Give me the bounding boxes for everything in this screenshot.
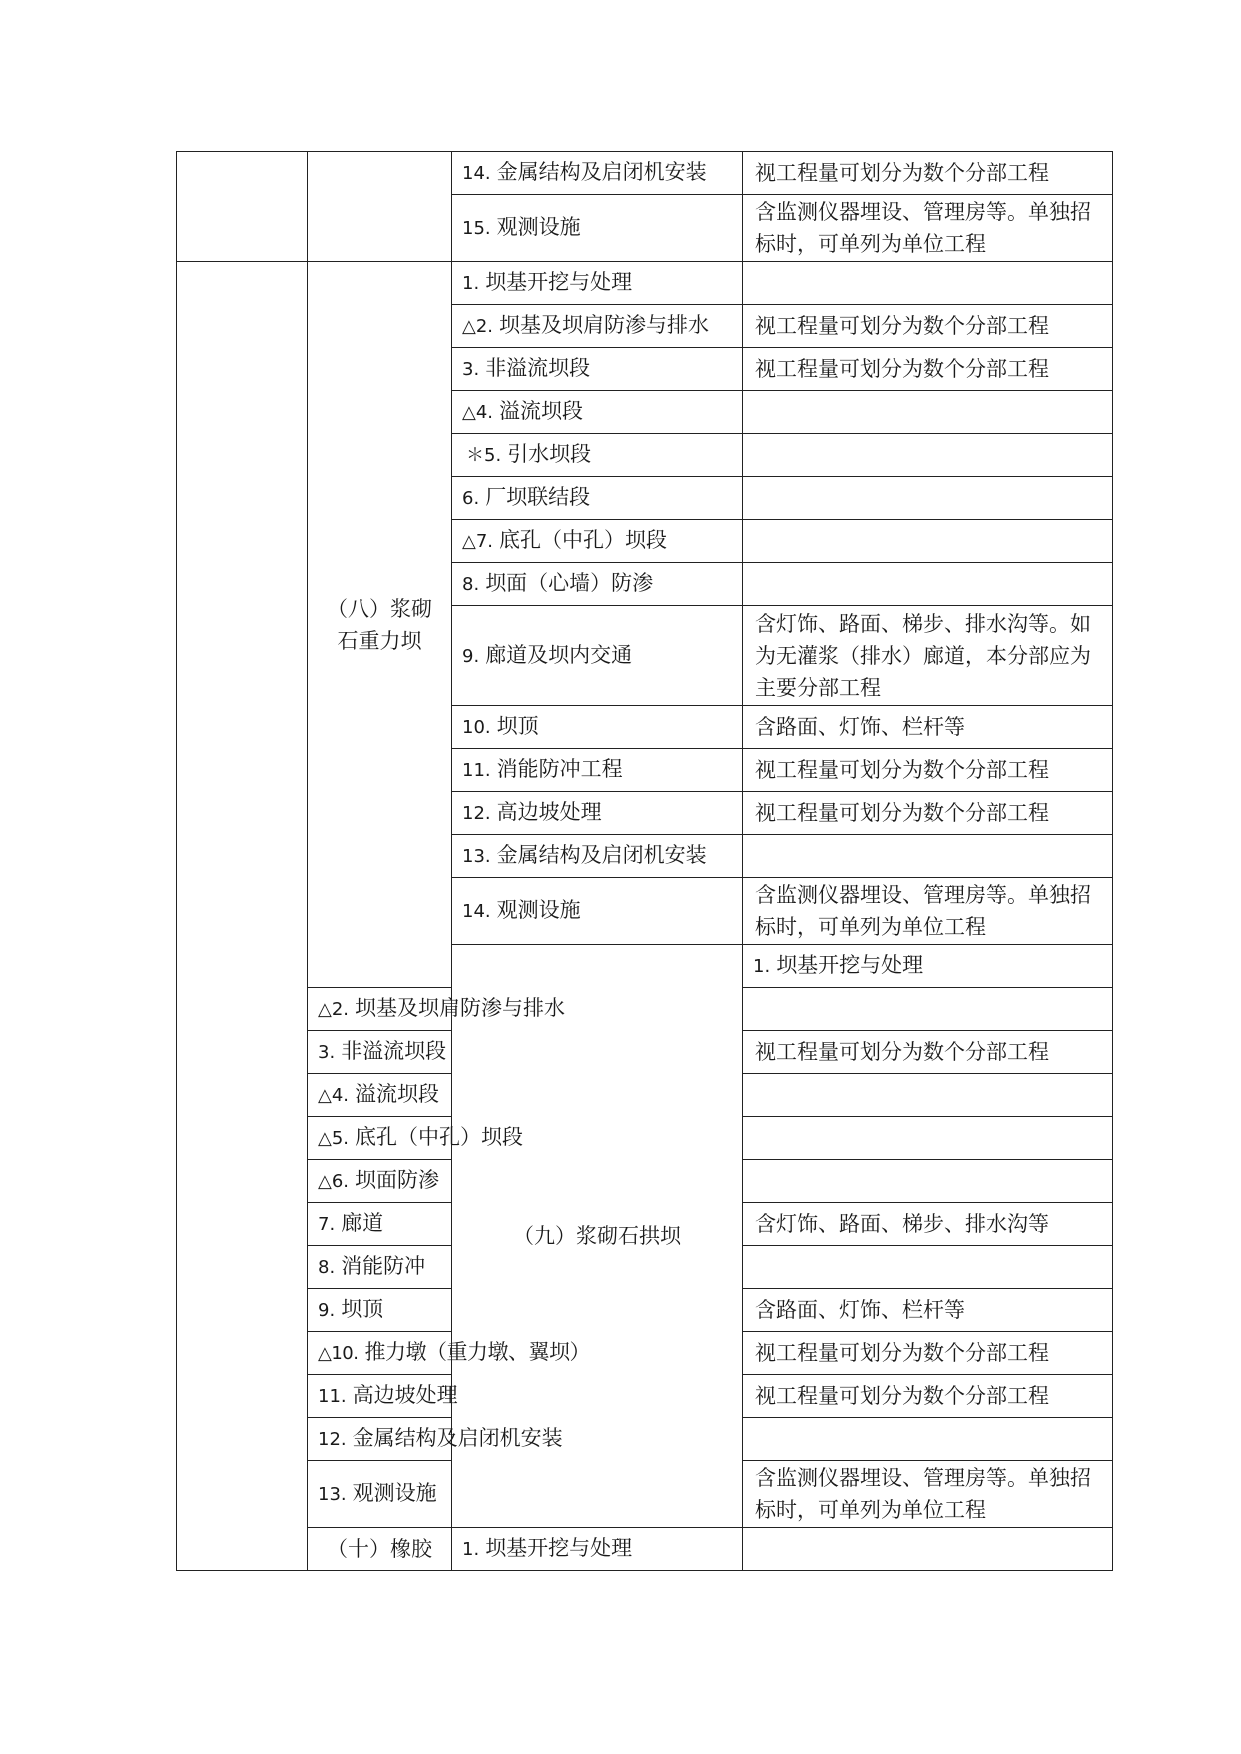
item-number: 9. (318, 1300, 336, 1321)
item-cell (308, 1074, 452, 1117)
item-cell (452, 749, 743, 792)
item-number: 11. (462, 760, 491, 781)
item-name: 高边坡处理 (352, 1383, 458, 1407)
note-cell: 含路面、灯饰、栏杆等 (743, 706, 1113, 749)
item-name: 金属结构及启闭机安装 (352, 1426, 563, 1450)
subunit-cell (308, 262, 452, 988)
item-name: 廊道 (341, 1211, 384, 1235)
item-name: 观测设施 (496, 898, 581, 922)
note-cell (743, 1528, 1113, 1571)
item-cell (452, 262, 743, 305)
item-number: 3. (462, 359, 480, 380)
note-cell: 视工程量可划分为数个分部工程 (743, 305, 1113, 348)
item-number: △2. (318, 999, 350, 1020)
item-number: 12. (318, 1429, 347, 1450)
item-number: 11. (318, 1386, 347, 1407)
item-cell (743, 945, 1113, 988)
item-name: 金属结构及启闭机安装 (496, 160, 707, 184)
item-name: 坝基及坝肩防渗与排水 (355, 996, 566, 1020)
item-number: 8. (462, 574, 480, 595)
note-cell (743, 1246, 1113, 1289)
item-number: 13. (318, 1484, 347, 1505)
item-name: 坝基开挖与处理 (776, 953, 924, 977)
item-name: 坝基及坝肩防渗与排水 (499, 313, 710, 337)
item-cell (308, 1160, 452, 1203)
note-cell: 视工程量可划分为数个分部工程 (743, 348, 1113, 391)
item-name: 廊道及坝内交通 (485, 642, 633, 667)
item-cell (452, 1528, 743, 1571)
item-name: 底孔（中孔）坝段 (499, 528, 668, 552)
item-name: 坝面（心墙）防渗 (485, 571, 654, 595)
note-cell: 含路面、灯饰、栏杆等 (743, 1289, 1113, 1332)
note-cell: 含监测仪器埋设、管理房等。单独招标时，可单列为单位工程 (743, 878, 1113, 945)
item-number: △5. (318, 1128, 350, 1149)
item-number: 1. (462, 273, 480, 294)
item-name: 消能防冲工程 (496, 757, 623, 781)
table-row (177, 1528, 1113, 1571)
item-cell (308, 1031, 452, 1074)
item-name: 坝基开挖与处理 (485, 270, 633, 294)
note-cell: 含监测仪器埋设、管理房等。单独招标时，可单列为单位工程 (743, 195, 1113, 262)
table-row (177, 262, 1113, 305)
item-cell (308, 1246, 452, 1289)
note-cell: 视工程量可划分为数个分部工程 (743, 1375, 1113, 1418)
item-number: △10. (318, 1343, 359, 1364)
item-name: 高边坡处理 (496, 800, 602, 824)
item-name: 坝顶 (341, 1297, 384, 1321)
item-name: 引水坝段 (507, 442, 592, 466)
unit-cell (177, 262, 308, 1571)
item-cell (452, 391, 743, 434)
note-cell (743, 563, 1113, 606)
item-number: 10. (462, 717, 491, 738)
item-cell (308, 1461, 452, 1528)
item-name: 非溢流坝段 (485, 356, 591, 380)
subunit-cell (308, 152, 452, 262)
item-name: 消能防冲 (341, 1254, 426, 1278)
note-cell (743, 1117, 1113, 1160)
note-cell (743, 434, 1113, 477)
item-cell (452, 305, 743, 348)
item-cell (452, 792, 743, 835)
item-cell (452, 477, 743, 520)
item-cell (308, 1117, 524, 1160)
note-cell: 含监测仪器埋设、管理房等。单独招标时，可单列为单位工程 (743, 1461, 1113, 1528)
item-number: 12. (462, 803, 491, 824)
item-cell (452, 152, 743, 195)
item-number: 1. (753, 956, 771, 977)
item-name: 观测设施 (496, 215, 581, 239)
subunit-label: （八）浆砌石重力坝 (327, 596, 432, 653)
item-name: 溢流坝段 (355, 1082, 440, 1106)
note-cell (743, 520, 1113, 563)
item-number: △2. (462, 316, 494, 337)
item-cell (452, 348, 743, 391)
item-number: 15. (462, 218, 491, 239)
note-cell: 视工程量可划分为数个分部工程 (743, 792, 1113, 835)
item-number: 13. (462, 846, 491, 867)
item-number: 9. (462, 645, 480, 667)
item-number: △4. (318, 1085, 350, 1106)
note-cell (743, 477, 1113, 520)
item-number: 14. (462, 163, 491, 184)
item-name: 金属结构及启闭机安装 (496, 843, 707, 867)
table-row (177, 152, 1113, 195)
subunit-label: （十）橡胶 (327, 1537, 432, 1561)
item-name: 厂坝联结段 (485, 485, 591, 509)
item-name: 溢流坝段 (499, 399, 584, 423)
item-number: 8. (318, 1257, 336, 1278)
subunit-label: （九）浆砌石拱坝 (513, 1224, 681, 1248)
item-cell (308, 1332, 590, 1375)
item-number: △7. (462, 531, 494, 552)
item-number: △6. (318, 1171, 350, 1192)
item-cell (308, 988, 566, 1031)
item-cell (452, 835, 743, 878)
item-number: △4. (462, 402, 494, 423)
note-cell (743, 391, 1113, 434)
item-cell (452, 706, 743, 749)
note-cell: 含灯饰、路面、梯步、排水沟等。如为无灌浆（排水）廊道，本分部应为主要分部工程 (743, 606, 1113, 706)
item-name: 坝面防渗 (355, 1168, 440, 1192)
note-cell: 视工程量可划分为数个分部工程 (743, 1332, 1113, 1375)
item-number: 3. (318, 1042, 336, 1063)
item-number: 7. (318, 1214, 336, 1235)
subunit-cell (308, 1528, 452, 1571)
item-name: 底孔（中孔）坝段 (355, 1125, 524, 1149)
item-name: 推力墩（重力墩、翼坝） (364, 1340, 590, 1364)
item-cell (452, 563, 743, 606)
item-number: ＊5. (466, 445, 502, 466)
note-cell (743, 835, 1113, 878)
note-cell: 视工程量可划分为数个分部工程 (743, 152, 1113, 195)
note-cell (743, 262, 1113, 305)
division-table (176, 151, 1113, 1571)
item-cell (452, 195, 743, 262)
item-cell (308, 1203, 452, 1246)
note-cell: 含灯饰、路面、梯步、排水沟等 (743, 1203, 1113, 1246)
item-cell (308, 1289, 452, 1332)
note-cell (743, 1160, 1113, 1203)
note-cell (743, 988, 1113, 1031)
note-cell: 视工程量可划分为数个分部工程 (743, 1031, 1113, 1074)
item-cell (452, 434, 743, 477)
note-cell (743, 1418, 1113, 1461)
item-cell (452, 606, 743, 706)
item-name: 观测设施 (352, 1481, 437, 1505)
item-number: 14. (462, 901, 491, 922)
item-name: 坝基开挖与处理 (485, 1536, 633, 1560)
item-number: 1. (462, 1539, 480, 1560)
item-cell (452, 520, 743, 563)
item-number: 6. (462, 488, 480, 509)
item-name: 坝顶 (496, 714, 539, 738)
note-cell (743, 1074, 1113, 1117)
note-cell: 视工程量可划分为数个分部工程 (743, 749, 1113, 792)
item-cell (452, 878, 743, 945)
item-cell (308, 1418, 563, 1461)
item-name: 非溢流坝段 (341, 1039, 447, 1063)
unit-cell (177, 152, 308, 262)
item-cell (308, 1375, 458, 1418)
